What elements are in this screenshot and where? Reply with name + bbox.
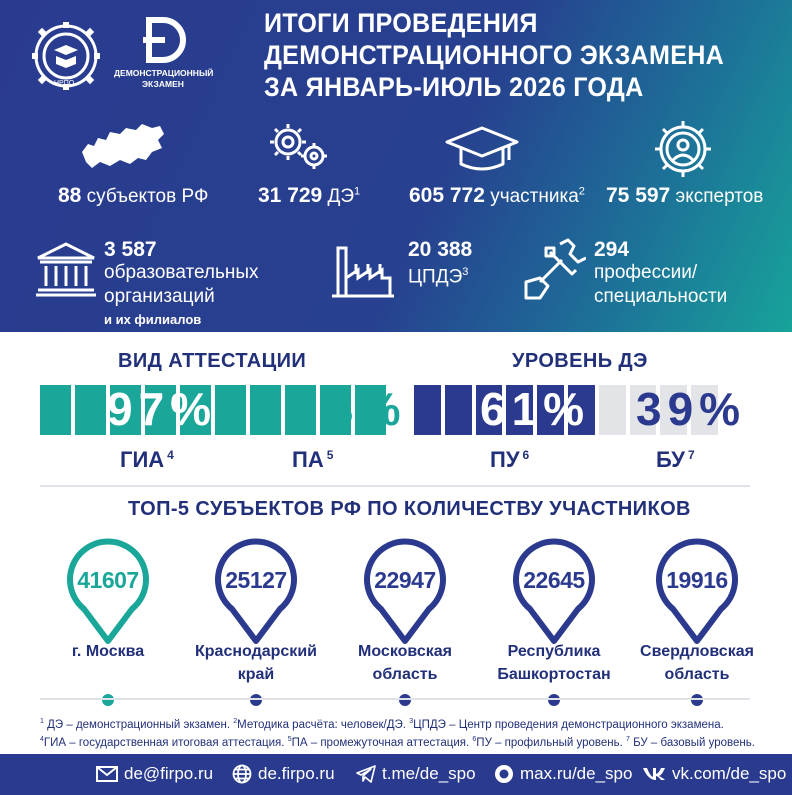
top5-label-line-1: Краснодарский (195, 643, 317, 660)
fn-t3: ЦПДЭ – Центр проведения демонстрационного экзамена. (413, 718, 724, 731)
stat-orgs-value: 3 587 (104, 238, 157, 261)
fn-t6: ПУ – профильный уровень. (476, 736, 627, 749)
footer-email[interactable]: de@firpo.ru (124, 764, 214, 783)
bar-cell (75, 385, 110, 435)
bar-cell (250, 385, 285, 435)
footnote-line-1 (40, 718, 724, 731)
timeline-dot (399, 694, 411, 706)
logo2-text-1: ДЕМОНСТРАЦИОННЫЙ (114, 68, 214, 78)
stat-centers-value: 20 388 (408, 238, 473, 261)
fn-n4: 4 (40, 736, 44, 743)
top5-value: 19916 (666, 567, 728, 593)
footer-telegram[interactable]: t.me/de_spo (382, 764, 476, 783)
top5-value: 22645 (523, 567, 585, 593)
fn-t1: ДЭ – демонстрационный экзамен. (43, 718, 234, 731)
fn-n1: 1 (40, 718, 44, 725)
timeline-line (40, 698, 750, 700)
footer-vk[interactable]: vk.com/de_spo (672, 764, 787, 783)
top5-label-line-1: г. Москва (71, 643, 145, 660)
vk-icon (642, 767, 666, 781)
top5-title: ТОП-5 СУБЪЕКТОВ РФ ПО КОЛИЧЕСТВУ УЧАСТНИКОВ (128, 498, 691, 520)
pu-note: 6 (522, 447, 530, 462)
top5-label-line-2: область (372, 666, 438, 683)
gears-icon (266, 120, 332, 172)
stat-exams-label: ДЭ (327, 186, 355, 207)
bu-label-text: БУ (656, 447, 685, 472)
stat-centers-note: 3 (462, 266, 469, 278)
demo-exam-logo-icon (143, 16, 187, 64)
russia-map-icon (80, 122, 166, 172)
fn-t4: ГИА – государственная итоговая аттестация. (43, 736, 288, 749)
top5-value: 22947 (374, 567, 436, 593)
stat-orgs-label-1: образовательных (104, 262, 259, 283)
fn-n2: 2 (233, 718, 238, 725)
bar-cell (285, 385, 320, 435)
bar-cell (599, 385, 630, 435)
stat-regions-label: субъектов РФ (86, 186, 209, 207)
title-line-1: ИТОГИ ПРОВЕДЕНИЯ (264, 8, 538, 38)
stat-exams-note: 1 (354, 185, 361, 198)
footer-max-link[interactable] (494, 764, 632, 784)
max-messenger-icon (494, 764, 514, 784)
bar-cell (414, 385, 445, 435)
stat-experts-label: экспертов (675, 186, 764, 207)
top5-value: 25127 (225, 567, 287, 593)
bu-label (656, 447, 695, 473)
pa-label-text: ПА (292, 447, 324, 472)
bar-cell (215, 385, 250, 435)
divider-line (40, 485, 750, 487)
top5-label-line-2: край (237, 666, 275, 683)
footer-vk-link[interactable] (642, 764, 786, 784)
pu-percent: 61% (480, 383, 591, 435)
hero-banner (0, 0, 792, 332)
top5-label-line-2: Башкортостан (497, 666, 611, 683)
top5-label (330, 640, 480, 686)
stat-exams (258, 184, 360, 208)
top5-label (181, 640, 331, 686)
top5-label (33, 640, 183, 663)
title-line-2: ДЕМОНСТРАЦИОННОГО ЭКЗАМЕНА (264, 40, 725, 70)
stat-professions-label-2: специальности (594, 286, 728, 307)
top5-label-line-1: Московская (358, 643, 452, 660)
pu-label (490, 447, 529, 473)
timeline-dot (548, 694, 560, 706)
timeline-dot (102, 694, 114, 706)
top5-label (622, 640, 772, 686)
pa-percent: 3% (328, 383, 407, 435)
bar-cell (40, 385, 75, 435)
stat-participants-note: 2 (578, 185, 585, 198)
top5-label-line-1: Республика (507, 643, 601, 660)
timeline-dot (250, 694, 262, 706)
footer-bar (0, 754, 792, 795)
bar-cell (445, 385, 476, 435)
footer-telegram-link[interactable] (356, 764, 476, 784)
timeline-dot (691, 694, 703, 706)
footnote-line-2 (40, 736, 755, 749)
stat-experts-value: 75 597 (606, 184, 671, 207)
fn-n6: 6 (472, 736, 477, 743)
level-title: УРОВЕНЬ ДЭ (512, 350, 648, 372)
fn-t2: Методика расчёта: человек/ДЭ. (237, 718, 410, 731)
graduation-cap-icon (445, 126, 519, 174)
stat-regions-value: 88 (58, 184, 82, 207)
stat-participants-label: участника (490, 186, 579, 207)
pa-note: 5 (326, 447, 334, 462)
gia-label (120, 447, 174, 473)
footer-max[interactable]: max.ru/de_spo (520, 764, 633, 783)
logo2-text-2: ЭКЗАМЕН (142, 79, 184, 89)
footer-email-link[interactable] (96, 764, 213, 784)
footer-site-link[interactable] (232, 764, 335, 784)
expert-gear-icon (652, 118, 714, 180)
fn-t5: ПА – промежуточная аттестация. (291, 736, 473, 749)
pu-label-text: ПУ (490, 447, 520, 472)
gia-percent: 97% (107, 383, 218, 435)
stat-orgs-label-3: и их филиалов (104, 312, 202, 327)
fn-n5: 5 (287, 736, 292, 743)
attestation-title: ВИД АТТЕСТАЦИИ (118, 350, 307, 372)
top5-label (479, 640, 629, 686)
stat-orgs-label-2: организаций (104, 286, 215, 307)
logo1-text: НРПО (54, 80, 75, 87)
fn-t7: БУ – базовый уровень. (629, 736, 755, 749)
footer-site[interactable]: de.firpo.ru (258, 764, 335, 783)
telegram-icon (356, 765, 376, 783)
top5-label-line-1: Свердловская (640, 643, 754, 660)
university-building-icon (34, 240, 98, 298)
stat-regions (58, 184, 208, 208)
stat-professions-value: 294 (594, 238, 630, 261)
stat-experts (606, 184, 763, 208)
stat-centers-text: ЦПДЭ (408, 266, 463, 288)
stat-participants-value: 605 772 (409, 184, 485, 207)
factory-icon (330, 242, 396, 300)
bu-note: 7 (687, 447, 695, 462)
stat-exams-value: 31 729 (258, 184, 323, 207)
stat-participants (409, 184, 585, 208)
stat-professions-label-1: профессии/ (594, 262, 698, 283)
top5-value: 41607 (77, 567, 139, 593)
fn-n3: 3 (409, 718, 414, 725)
stat-centers-label (408, 266, 468, 288)
gia-label-text: ГИА (120, 447, 165, 472)
top5-label-line-2: область (664, 666, 730, 683)
title-line-3: ЗА ЯНВАРЬ-ИЮЛЬ 2026 ГОДА (264, 72, 644, 102)
pa-label (292, 447, 333, 473)
envelope-icon (96, 766, 118, 782)
globe-icon (232, 764, 252, 784)
bu-percent: 39% (636, 383, 747, 435)
tools-icon (520, 238, 586, 302)
fn-n7: 7 (626, 736, 630, 743)
gia-note: 4 (167, 447, 174, 462)
